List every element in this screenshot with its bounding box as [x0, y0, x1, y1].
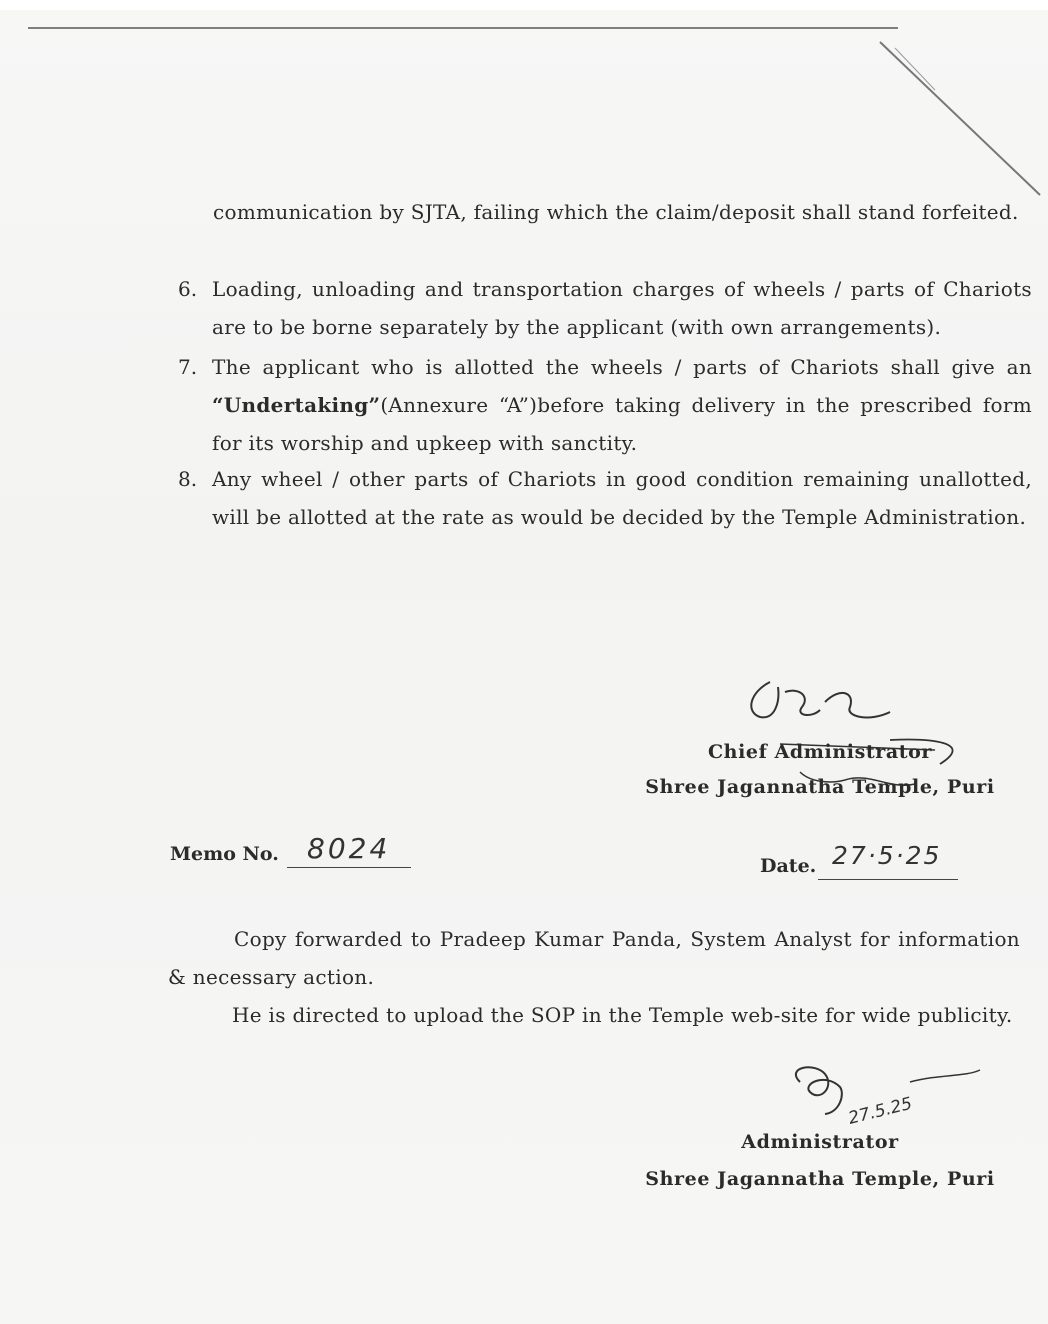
date-value: 27·5·25	[832, 841, 942, 870]
date-label: Date.	[760, 855, 817, 877]
chief-administrator-title: Chief Administrator	[707, 741, 933, 763]
list-number: 8.	[178, 467, 198, 491]
list-text	[212, 348, 1032, 462]
memo-label: Memo No.	[170, 843, 279, 865]
administrator-signature	[780, 1062, 990, 1142]
continuation-paragraph: communication by SJTA, failing which the claim/deposit shall stand forfeited.	[213, 200, 1019, 224]
administrator-title: Administrator	[741, 1131, 899, 1153]
memo-number: 8024	[307, 832, 391, 865]
list-text-end: (Annexure “A”)before taking delivery in the prescribed form for its worship and upkeep with sanctity.	[212, 393, 1032, 455]
signatory-1-organization: Shree Jagannatha Temple, Puri	[645, 776, 995, 798]
list-number: 7.	[178, 355, 198, 379]
signatory-2-organization: Shree Jagannatha Temple, Puri	[645, 1168, 995, 1190]
list-text: Any wheel / other parts of Chariots in good condition remaining unallotted, will be allotted at the rate as would be decided by the Temple Administration.	[212, 467, 1032, 529]
list-text: Loading, unloading and transportation charges of wheels / parts of Chariots are to be borne separately by the applicant (with own arrangements).	[212, 277, 1032, 339]
list-text-start: The applicant who is allotted the wheels / parts of Chariots shall give an	[212, 355, 1032, 379]
memo-underline	[287, 867, 411, 868]
list-number: 6.	[178, 277, 198, 301]
undertaking-term: “Undertaking”	[212, 393, 381, 417]
copy-forwarded-paragraph: Copy forwarded to Pradeep Kumar Panda, System Analyst for information & necessary action.	[168, 927, 1020, 989]
date-underline	[818, 879, 958, 880]
upload-directive-paragraph: He is directed to upload the SOP in the Temple web-site for wide publicity.	[232, 1003, 1013, 1027]
signature-date: 27.5.25	[846, 1093, 915, 1129]
